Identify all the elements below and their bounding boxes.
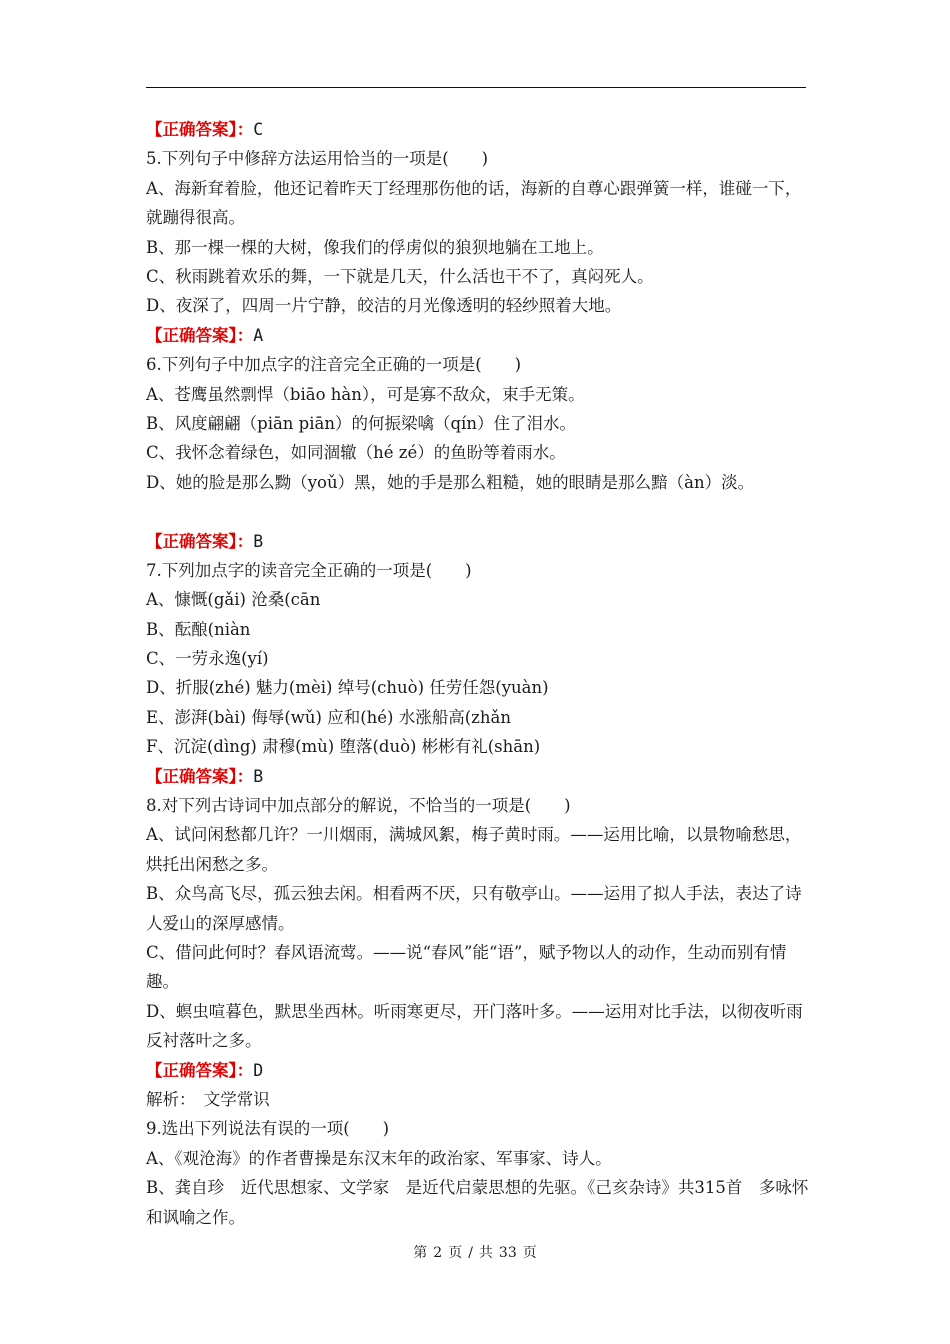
answer-value: C [253,120,264,139]
option-8d: D、螟虫喧暮色，默思坐西林。听雨寒更尽，开门落叶多。——运用对比手法，以彻夜听雨反衬落叶之多。 [146,1001,803,1051]
answer-value: B [253,766,264,786]
question-9: 9.选出下列说法有误的一项( ) [146,1119,390,1139]
option-6a: A、苍鹰虽然剽悍（biāo hàn），可是寡不敌众，束手无策。 [146,384,585,404]
option-5b: B、那一棵一棵的大树，像我们的俘虏似的狼狈地躺在工地上。 [146,237,604,257]
option-8a: A、试问闲愁都几许？一川烟雨，满城风絮，梅子黄时雨。——运用比喻，以景物喻愁思，烘托出闲愁之多。 [146,825,802,874]
answer-label: 【正确答案】： [146,325,254,345]
question-5: 5.下列句子中修辞方法运用恰当的一项是( ) [146,149,489,169]
document-body [146,115,814,1232]
question-8: 8.对下列古诗词中加点部分的解说，不恰当的一项是( ) [146,796,571,816]
footer-prefix: 第 [413,1245,428,1261]
option-9b: B、龚自珍 近代思想家、文学家 是近代启蒙思想的先驱。《己亥杂诗》共315首 多咏怀和讽喻之作。 [146,1178,809,1227]
answer-value: D [253,1060,264,1080]
option-5d: D、夜深了，四周一片宁静，皎洁的月光像透明的轻纱照着大地。 [146,296,622,316]
answer-value: B [253,531,264,551]
answer-line [146,527,814,556]
answer-line [146,321,814,350]
option-9a: A、《观沧海》的作者曹操是东汉末年的政治家、军事家、诗人。 [146,1148,612,1168]
analysis-line: 解析： 文学常识 [146,1089,270,1109]
option-7d: D、折服(zhé) 魅力(mèi) 绰号(chuò) 任劳任怨(yuàn) [146,678,549,698]
answer-label: 【正确答案】： [146,766,254,786]
option-6c: C、我怀念着绿色，如同涸辙（hé zé）的鱼盼等着雨水。 [146,443,566,463]
option-7b: B、酝酿(niàn [146,619,251,639]
header-rule [146,87,806,88]
answer-label: 【正确答案】： [146,1060,254,1080]
answer-line [146,1056,814,1085]
question-6: 6.下列句子中加点字的注音完全正确的一项是( ) [146,355,522,375]
page-footer [0,1243,950,1263]
footer-page-number: 2 [433,1245,443,1261]
option-7f: F、沉淀(dìng) 肃穆(mù) 堕落(duò) 彬彬有礼(shān) [146,737,541,757]
answer-label: 【正确答案】： [146,120,254,139]
option-6d: D、她的脸是那么黝（yoǔ）黑，她的手是那么粗糙，她的眼睛是那么黯（àn）淡。 [146,472,755,492]
option-7e: E、澎湃(bài) 侮辱(wǔ) 应和(hé) 水涨船高(zhǎn [146,707,511,727]
footer-total-prefix: 共 [478,1245,493,1261]
footer-total-unit: 页 [522,1245,537,1261]
option-7a: A、慷慨(gǎi) 沧桑(cān [146,590,321,610]
option-8b: B、众鸟高飞尽，孤云独去闲。相看两不厌，只有敬亭山。——运用了拟人手法，表达了诗人爱山的深厚感情。 [146,884,802,933]
option-8c: C、借问此何时？春风语流莺。——说“春风”能“语”，赋予物以人的动作，生动而别有情趣。 [146,943,787,992]
answer-line [146,115,814,144]
question-7: 7.下列加点字的读音完全正确的一项是( ) [146,560,472,580]
option-6b: B、风度翩翩（piān piān）的何振梁噙（qín）住了泪水。 [146,413,576,433]
footer-page-unit: 页 [448,1245,463,1261]
answer-value: A [253,325,264,345]
option-5c: C、秋雨跳着欢乐的舞，一下就是几天，什么活也干不了，真闷死人。 [146,266,654,286]
answer-line [146,762,814,791]
footer-total-pages: 33 [498,1245,517,1261]
option-7c: C、一劳永逸(yí) [146,649,269,669]
footer-separator: / [468,1245,473,1261]
answer-label: 【正确答案】： [146,531,254,551]
option-5a: A、海新耷着脸，他还记着昨天丁经理那伤他的话，海新的自尊心跟弹簧一样，谁碰一下，就蹦得很高。 [146,178,802,228]
